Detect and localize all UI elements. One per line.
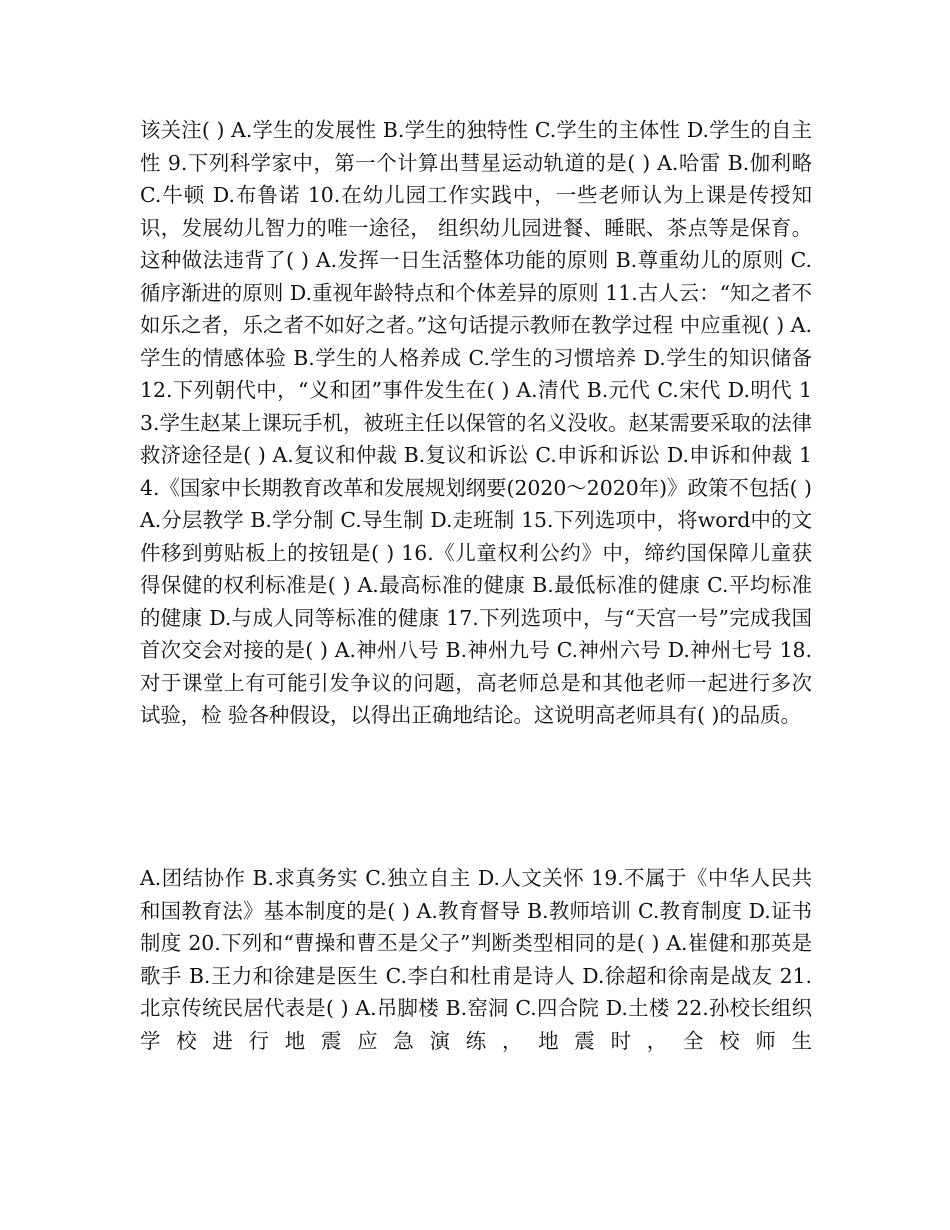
body-paragraph-1: 该关注( ) A.学生的发展性 B.学生的独特性 C.学生的主体性 D.学生的自主性 9.下列科学家中，第一个计算出彗星运动轨道的是( ) A.哈雷 B.伽利略 C.牛顿 D.布鲁诺 10.在幼儿园工作实践中，一些老师认为上课是传授知识，发展幼儿智力的唯一途径， 组织幼儿园进餐、睡眠、茶点等是保育。这种做法违背了( ) A.发挥一日生活整体功能的原则 B.尊重幼儿的原则 C.循序渐进的原则 D.重视年龄特点和个体差异的原则 11.古人云：“知之者不如乐之者，乐之者不如好之者。”这句话提示教师在教学过程 中应重视( ) A.学生的情感体验 B.学生的人格养成 C.学生的习惯培养 D.学生的知识储备 12.下列朝代中，“义和团”事件发生在( ) A.清代 B.元代 C.宋代 D.明代 13.学生赵某上课玩手机，被班主任以保管的名义没收。赵某需要采取的法律救济途径是( ) A.复议和仲裁 B.复议和诉讼 C.申诉和诉讼 D.申诉和仲裁 14.《国家中长期教育改革和发展规划纲要(2020～2020年)》政策不包括( ) A.分层教学 B.学分制 C.导生制 D.走班制 15.下列选项中，将word中的文件移到剪贴板上的按钮是( ) 16.《儿童权利公约》中，缔约国保障儿童获得保健的权利标准是( ) A.最高标准的健康 B.最低标准的健康 C.平均标准的健康 D.与成人同等标准的健康 17.下列选项中，与“天宫一号”完成我国首次交会对接的是( ) A.神州八号 B.神州九号 C.神州六号 D.神州七号 18.对于课堂上有可能引发争议的问题，高老师总是和其他老师一起进行多次试验，检 验各种假设，以得出正确地结论。这说明高老师具有( )的品质。 <box>140 118 812 727</box>
body-paragraph-2: A.团结协作 B.求真务实 C.独立自主 D.人文关怀 19.不属于《中华人民共和国教育法》基本制度的是( ) A.教育督导 B.教师培训 C.教育制度 D.证书制度 20.下列和“曹操和曹丕是父子”判断类型相同的是( ) A.崔健和那英是歌手 B.王力和徐建是医生 C.李白和杜甫是诗人 D.徐超和徐南是战友 21.北京传统民居代表是( ) A.吊脚楼 B.窑洞 C.四合院 D.土楼 22.孙校长组织学校进行地震应急演练，地震时，全校师生 <box>140 866 812 1053</box>
